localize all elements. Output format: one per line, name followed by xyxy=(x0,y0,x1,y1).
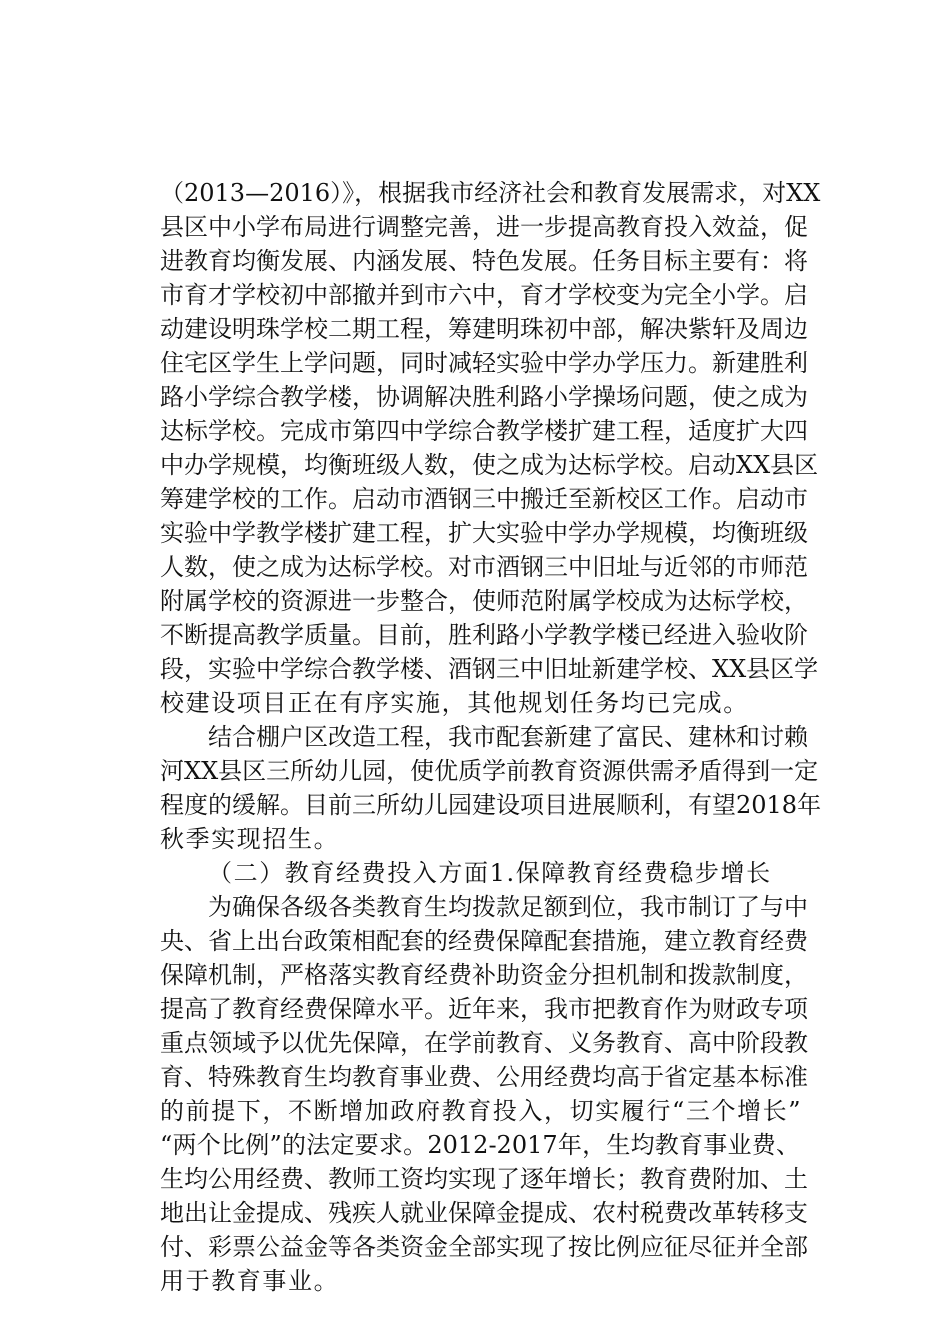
body-line: 段，实验中学综合教学楼、酒钢三中旧址新建学校、XX县区学 xyxy=(160,655,819,683)
body-line: 秋季实现招生。 xyxy=(160,825,340,853)
body-line: （2013—2016）》，根据我市经济社会和教育发展需求，对XX xyxy=(160,179,821,207)
body-line: 生均公用经费、教师工资均实现了逐年增长；教育费附加、土 xyxy=(160,1165,808,1193)
body-line: 进教育均衡发展、内涵发展、特色发展。任务目标主要有：将 xyxy=(160,247,808,275)
body-line: 不断提高教学质量。目前，胜利路小学教学楼已经进入验收阶 xyxy=(160,621,808,649)
body-line: “两个比例”的法定要求。2012-2017年，生均教育事业费、 xyxy=(160,1131,800,1159)
body-line: 央、省上出台政策相配套的经费保障配套措施，建立教育经费 xyxy=(160,927,808,955)
body-line: 用于教育事业。 xyxy=(160,1267,340,1295)
body-line: 程度的缓解。目前三所幼儿园建设项目进展顺利，有望2018年 xyxy=(160,791,822,819)
body-line: 筹建学校的工作。启动市酒钢三中搬迁至新校区工作。启动市 xyxy=(160,485,808,513)
body-line: 住宅区学生上学问题，同时减轻实验中学办学压力。新建胜利 xyxy=(160,349,808,377)
body-line: 动建设明珠学校二期工程，筹建明珠初中部，解决紫轩及周边 xyxy=(160,315,808,343)
body-line: 路小学综合教学楼，协调解决胜利路小学操场问题，使之成为 xyxy=(160,383,808,411)
body-line: 付、彩票公益金等各类资金全部实现了按比例应征尽征并全部 xyxy=(160,1233,808,1261)
body-line: 育、特殊教育生均教育事业费、公用经费均高于省定基本标准 xyxy=(160,1063,808,1091)
body-line: 河XX县区三所幼儿园，使优质学前教育资源供需矛盾得到一定 xyxy=(160,757,819,785)
body-line: 达标学校。完成市第四中学综合教学楼扩建工程，适度扩大四 xyxy=(160,417,808,445)
paragraph-first-line: 为确保各级各类教育生均拨款足额到位，我市制订了与中 xyxy=(208,893,808,921)
body-line: 市育才学校初中部撤并到市六中，育才学校变为完全小学。启 xyxy=(160,281,808,309)
section-heading: （二）教育经费投入方面1.保障教育经费稳步增长 xyxy=(208,859,772,887)
body-line: 地出让金提成、残疾人就业保障金提成、农村税费改革转移支 xyxy=(160,1199,808,1227)
paragraph-first-line: 结合棚户区改造工程，我市配套新建了富民、建林和讨赖 xyxy=(208,723,808,751)
body-line: 人数，使之成为达标学校。对市酒钢三中旧址与近邻的市师范 xyxy=(160,553,808,581)
body-line: 校建设项目正在有序实施，其他规划任务均已完成。 xyxy=(160,689,749,717)
body-line: 实验中学教学楼扩建工程，扩大实验中学办学规模，均衡班级 xyxy=(160,519,808,547)
body-line: 重点领域予以优先保障，在学前教育、义务教育、高中阶段教 xyxy=(160,1029,808,1057)
body-line: 的前提下，不断增加政府教育投入，切实履行“三个增长” xyxy=(160,1097,803,1125)
body-line: 县区中小学布局进行调整完善，进一步提高教育投入效益，促 xyxy=(160,213,808,241)
body-line: 中办学规模，均衡班级人数，使之成为达标学校。启动XX县区 xyxy=(160,451,819,479)
body-line: 附属学校的资源进一步整合，使师范附属学校成为达标学校， xyxy=(160,587,808,615)
body-line: 提高了教育经费保障水平。近年来，我市把教育作为财政专项 xyxy=(160,995,808,1023)
body-line: 保障机制，严格落实教育经费补助资金分担机制和拨款制度， xyxy=(160,961,808,989)
